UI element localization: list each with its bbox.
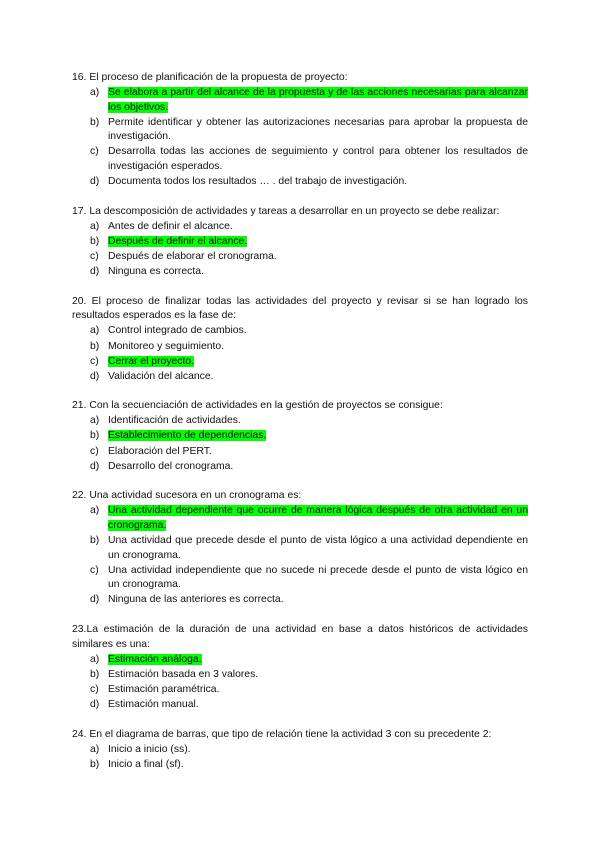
- option-text: Inicio a final (sf).: [108, 758, 184, 770]
- option-text: Monitoreo y seguimiento.: [108, 340, 225, 352]
- answer-option-b: [72, 534, 528, 563]
- option-text: Ninguna es correcta.: [108, 266, 204, 278]
- question-list: [72, 71, 528, 787]
- question-20: [72, 295, 528, 385]
- question-16: [72, 71, 528, 190]
- option-letter: b): [90, 758, 100, 770]
- option-text-highlighted: Cerrar el proyecto.: [108, 355, 195, 367]
- option-text: Desarrolla todas las acciones de seguimiento y control para obtener los resultados de investigación esperados.: [108, 146, 528, 173]
- option-text: Una actividad independiente que no sucede ni precede desde el punto de vista lógico en un cronograma.: [108, 564, 528, 591]
- option-text: Estimación paramétrica.: [108, 683, 220, 695]
- option-letter: c): [90, 683, 99, 695]
- answer-option-a: [72, 504, 528, 533]
- answer-option-d: [72, 593, 528, 608]
- option-letter: b): [90, 430, 100, 442]
- answer-option-d: [72, 265, 528, 280]
- option-letter: b): [90, 235, 100, 247]
- answer-option-b: [72, 235, 528, 250]
- option-letter: c): [90, 251, 99, 263]
- question-24: [72, 728, 528, 773]
- option-letter: a): [90, 505, 100, 517]
- answer-option-b: [72, 116, 528, 145]
- question-stem: 16. El proceso de planificación de la propuesta de proyecto:: [72, 72, 348, 83]
- option-letter: a): [90, 220, 100, 232]
- answer-option-a: [72, 743, 528, 758]
- option-letter: d): [90, 594, 100, 606]
- answer-option-c: [72, 355, 528, 370]
- option-text-highlighted: Estimación análoga.: [108, 653, 202, 665]
- option-text: Después de elaborar el cronograma.: [108, 251, 277, 263]
- answer-option-d: [72, 460, 528, 475]
- option-letter: a): [90, 87, 100, 99]
- answer-option-a: [72, 414, 528, 429]
- answer-option-b: [72, 429, 528, 444]
- option-text: Permite identificar y obtener las autorizaciones necesarias para aprobar la propuesta de investigación.: [108, 116, 528, 143]
- option-text: Estimación basada en 3 valores.: [108, 668, 259, 680]
- answer-option-c: [72, 564, 528, 593]
- option-text-highlighted: Se elabora a partir del alcance de la propuesta y de las acciones necesarias para alcanzar los objetivos.: [108, 87, 528, 113]
- answer-option-c: [72, 445, 528, 460]
- option-text: Inicio a inicio (ss).: [108, 743, 191, 755]
- answer-option-a: [72, 220, 528, 235]
- option-letter: b): [90, 668, 100, 680]
- option-text-highlighted: Después de definir el alcance.: [108, 235, 248, 247]
- question-22: [72, 489, 528, 608]
- option-letter: a): [90, 415, 100, 427]
- option-text: Antes de definir el alcance.: [108, 220, 233, 232]
- question-stem: 24. En el diagrama de barras, que tipo de relación tiene la actividad 3 con su precedente 2:: [72, 728, 492, 740]
- option-letter: b): [90, 116, 100, 128]
- option-letter: b): [90, 535, 100, 547]
- question-17: [72, 205, 528, 280]
- answer-option-a: [72, 653, 528, 668]
- answer-option-c: [72, 250, 528, 265]
- option-text: Elaboración del PERT.: [108, 445, 212, 457]
- option-letter: a): [90, 653, 100, 665]
- option-letter: d): [90, 370, 100, 382]
- option-text: Ninguna de las anteriores es correcta.: [108, 594, 284, 606]
- option-text: Control integrado de cambios.: [108, 325, 247, 337]
- option-letter: d): [90, 460, 100, 472]
- option-letter: d): [90, 176, 100, 188]
- answer-option-b: [72, 758, 528, 773]
- answer-option-a: [72, 86, 528, 115]
- option-letter: c): [90, 564, 99, 576]
- answer-option-b: [72, 340, 528, 355]
- question-23: [72, 623, 528, 713]
- answer-option-d: [72, 698, 528, 713]
- option-text: Estimación manual.: [108, 698, 199, 710]
- option-letter: b): [90, 340, 100, 352]
- option-letter: c): [90, 445, 99, 457]
- option-text: Validación del alcance.: [108, 370, 214, 382]
- answer-option-c: [72, 683, 528, 698]
- answer-option-b: [72, 668, 528, 683]
- option-text: Una actividad que precede desde el punto de vista lógico a una actividad dependiente en un cronograma.: [108, 535, 528, 561]
- answer-option-d: [72, 175, 528, 190]
- option-text-highlighted: Establecimiento de dependencias.: [108, 430, 267, 442]
- option-letter: a): [90, 743, 100, 755]
- option-letter: d): [90, 266, 100, 278]
- answer-option-d: [72, 370, 528, 385]
- question-21: [72, 399, 528, 474]
- answer-option-a: [72, 324, 528, 339]
- option-letter: a): [90, 325, 100, 337]
- option-letter: c): [90, 146, 99, 158]
- question-stem: 23.La estimación de la duración de una actividad en base a datos históricos de actividades similares es una:: [72, 624, 528, 650]
- question-stem: 20. El proceso de finalizar todas las actividades del proyecto y revisar si se han logrado los resultados esperados es la fase de:: [72, 295, 528, 322]
- option-text-highlighted: Una actividad dependiente que ocurre de manera lógica después de otra actividad en un cronograma.: [108, 505, 528, 531]
- question-stem: 21. Con la secuenciación de actividades en la gestión de proyectos se consigue:: [72, 400, 443, 412]
- option-text: Desarrollo del cronograma.: [108, 460, 234, 472]
- question-stem: 17. La descomposición de actividades y tareas a desarrollar en un proyecto se debe realizar:: [72, 205, 500, 217]
- option-text: Identificación de actividades.: [108, 415, 241, 427]
- option-text: Documenta todos los resultados … . del trabajo de investigación.: [108, 176, 408, 188]
- question-stem: 22. Una actividad sucesora en un cronograma es:: [72, 490, 302, 502]
- option-letter: c): [90, 355, 99, 367]
- option-letter: d): [90, 698, 100, 710]
- answer-option-c: [72, 145, 528, 174]
